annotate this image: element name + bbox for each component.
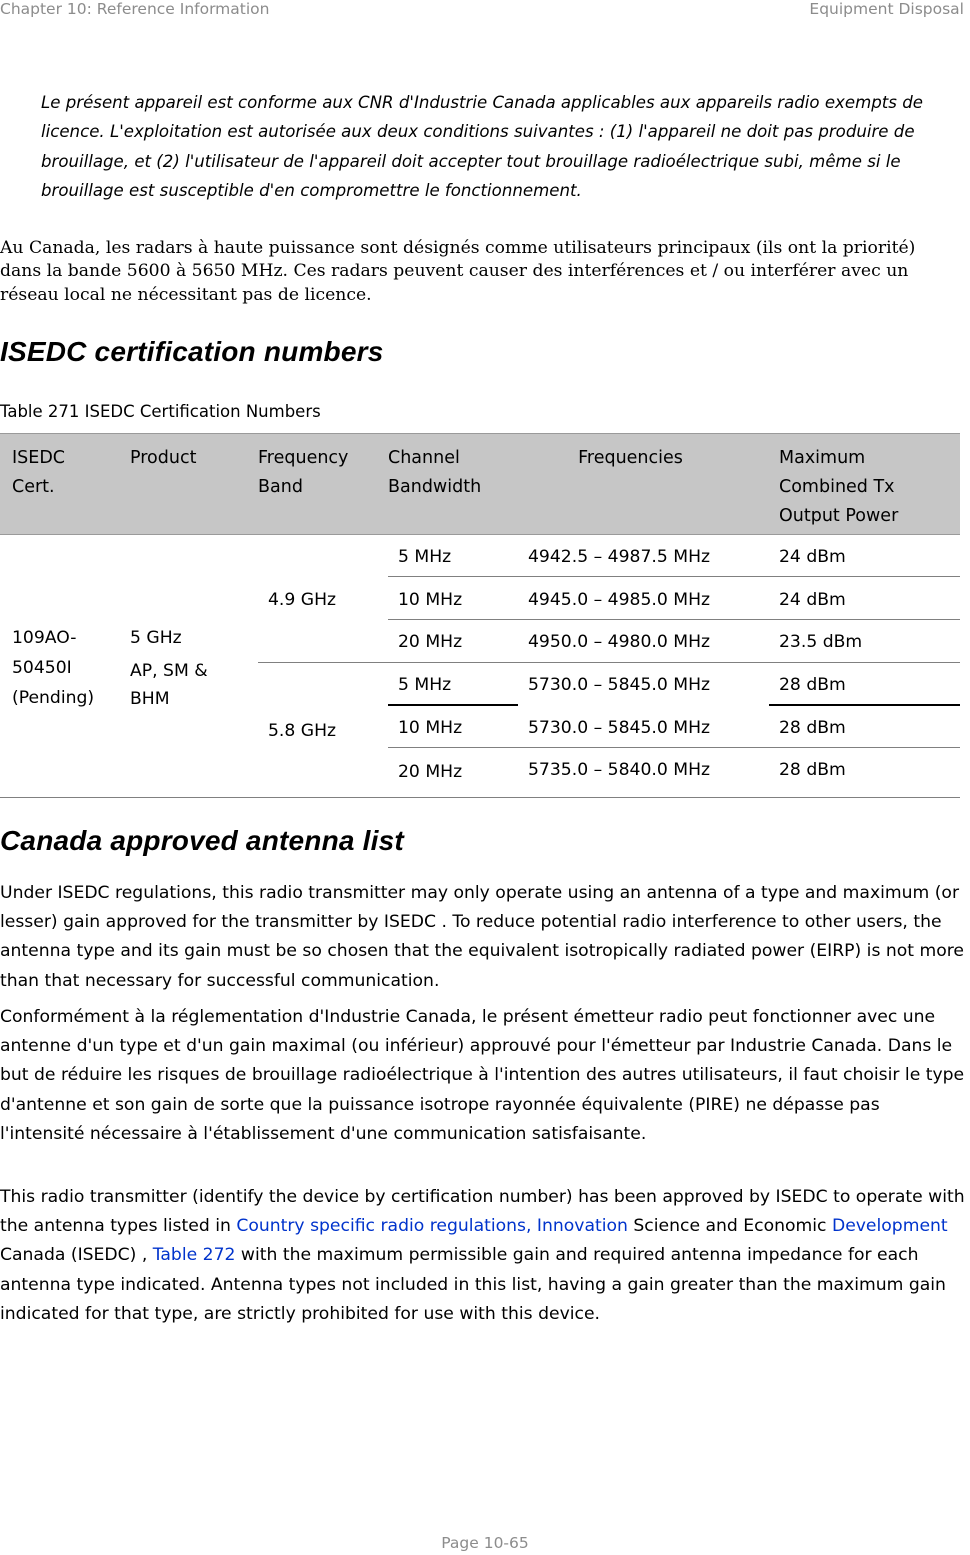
link-development[interactable]: Development bbox=[831, 1216, 948, 1237]
paragraph-antenna-approval bbox=[0, 1183, 968, 1329]
table-row-6-frequencies: 5735.0 – 5840.0 MHz bbox=[528, 760, 711, 780]
link-country-regulations[interactable]: Country specific radio regulations, Innovation bbox=[236, 1216, 628, 1237]
paragraph-text: Canada (ISEDC) , bbox=[0, 1245, 153, 1266]
table-row-2-power: 24 dBm bbox=[779, 590, 846, 610]
table-header-row bbox=[0, 433, 960, 535]
table-row-5-bandwidth: 10 MHz bbox=[398, 718, 463, 738]
table-row-1-power: 24 dBm bbox=[779, 547, 846, 567]
radar-notice: Au Canada, les radars à haute puissance sont désignés comme utilisateurs principaux (ils ont la priorité) dans la bande 5600 à 5650 MHz. Ces radars peuvent causer des interférences et / ou interférer avec un réseau local ne nécessitant pas de licence. bbox=[0, 238, 916, 305]
table-bottom-border bbox=[0, 797, 960, 798]
paragraph-text: Science and Economic bbox=[627, 1216, 832, 1237]
row-divider bbox=[388, 576, 960, 577]
row-divider bbox=[258, 662, 960, 663]
header-band: Frequency Band bbox=[258, 448, 349, 497]
header-power: Maximum Combined Tx Output Power bbox=[779, 448, 899, 526]
table-caption bbox=[0, 402, 321, 421]
product-band: 5 GHz bbox=[130, 628, 182, 648]
row-divider bbox=[388, 619, 960, 620]
chapter-title: Chapter 10: Reference Information bbox=[0, 0, 270, 18]
table-row-3-frequencies: 4950.0 – 4980.0 MHz bbox=[528, 632, 711, 652]
table-row-2-bandwidth: 10 MHz bbox=[398, 590, 463, 610]
page-number: Page 10-65 bbox=[441, 1534, 529, 1552]
table-row-4-frequencies: 5730.0 – 5845.0 MHz bbox=[528, 675, 711, 695]
table-row-5-power: 28 dBm bbox=[779, 718, 846, 738]
band-5-8: 5.8 GHz bbox=[268, 721, 337, 741]
antenna-list-heading: Canada approved antenna list bbox=[0, 825, 404, 856]
table-row-6-bandwidth: 20 MHz bbox=[398, 762, 463, 782]
certification-numbers-heading: ISEDC certification numbers bbox=[0, 336, 384, 367]
paragraph-text: with the maximum permissible gain and required antenna impedance for each antenna type indicated. Antenna types not included in this list, having a gain greater than the maximum gain indicated for that type, are strictly prohibited for use with this device. bbox=[0, 1245, 946, 1324]
table-row-4-bandwidth: 5 MHz bbox=[398, 675, 452, 695]
paragraph-french: Conformément à la réglementation d'Industrie Canada, le présent émetteur radio peut fonctionner avec une antenne d'un type et d'un gain maximal (ou inférieur) approuvé pour l'émetteur par Industrie Canada. Dans le but de réduire les risques de brouillage radioélectrique à l'intention des autres utilisateurs, il faut choisir le type d'antenne et son gain de sorte que la puissance isotrope rayonnée équivalente (PIRE) ne dépasse pas l'intensité nécessaire à l'établissement d'une communication satisfaisante. bbox=[0, 1007, 965, 1144]
section-title: Equipment Disposal bbox=[809, 0, 964, 18]
table-row-2-frequencies: 4945.0 – 4985.0 MHz bbox=[528, 590, 711, 610]
page-header bbox=[0, 0, 970, 24]
row-divider bbox=[769, 704, 960, 706]
product-models: AP, SM & BHM bbox=[130, 661, 208, 709]
row-divider bbox=[388, 747, 960, 748]
paragraph-english: Under ISEDC regulations, this radio transmitter may only operate using an antenna of a type and maximum (or lesser) gain approved for the transmitter by ISEDC . To reduce potential radio interference to other users, the antenna type and its gain must be so chosen that the equivalent isotropically radiated power (EIRP) is not more than that necessary for successful communication. bbox=[0, 883, 965, 991]
header-frequencies: Frequencies bbox=[578, 448, 683, 468]
table-row-1-bandwidth: 5 MHz bbox=[398, 547, 452, 567]
paragraph-text: This radio transmitter (identify the device by certification number) has been approved by ISEDC to operate with the antenna types listed in bbox=[0, 1187, 965, 1237]
header-bandwidth: Channel Bandwidth bbox=[388, 448, 482, 497]
table-caption-text: ISEDC Certification Numbers bbox=[79, 402, 321, 421]
table-row-3-bandwidth: 20 MHz bbox=[398, 632, 463, 652]
cert-number: 109AO-50450I (Pending) bbox=[12, 628, 95, 708]
table-row-5-frequencies: 5730.0 – 5845.0 MHz bbox=[528, 718, 711, 738]
table-row-3-power: 23.5 dBm bbox=[779, 632, 863, 652]
row-divider bbox=[388, 704, 518, 706]
header-product: Product bbox=[130, 448, 197, 468]
table-row-1-frequencies: 4942.5 – 4987.5 MHz bbox=[528, 547, 711, 567]
link-table-272[interactable]: Table 272 bbox=[152, 1245, 236, 1266]
table-row-4-power: 28 dBm bbox=[779, 675, 846, 695]
band-4-9: 4.9 GHz bbox=[268, 590, 337, 610]
table-row-6-power: 28 dBm bbox=[779, 760, 846, 780]
table-caption-number: Table 271 bbox=[0, 402, 80, 421]
french-compliance-notice: Le présent appareil est conforme aux CNR d'Industrie Canada applicables aux appareils radio exempts de licence. L'exploitation est autorisée aux deux conditions suivantes : (1) l'appareil ne doit pas produire de brouillage, et (2) l'utilisateur de l'appareil doit accepter tout brouillage radioélectrique subi, même si le brouillage est susceptible d'en compromettre le fonctionnement. bbox=[41, 93, 923, 201]
header-cert: ISEDC Cert. bbox=[12, 448, 66, 497]
